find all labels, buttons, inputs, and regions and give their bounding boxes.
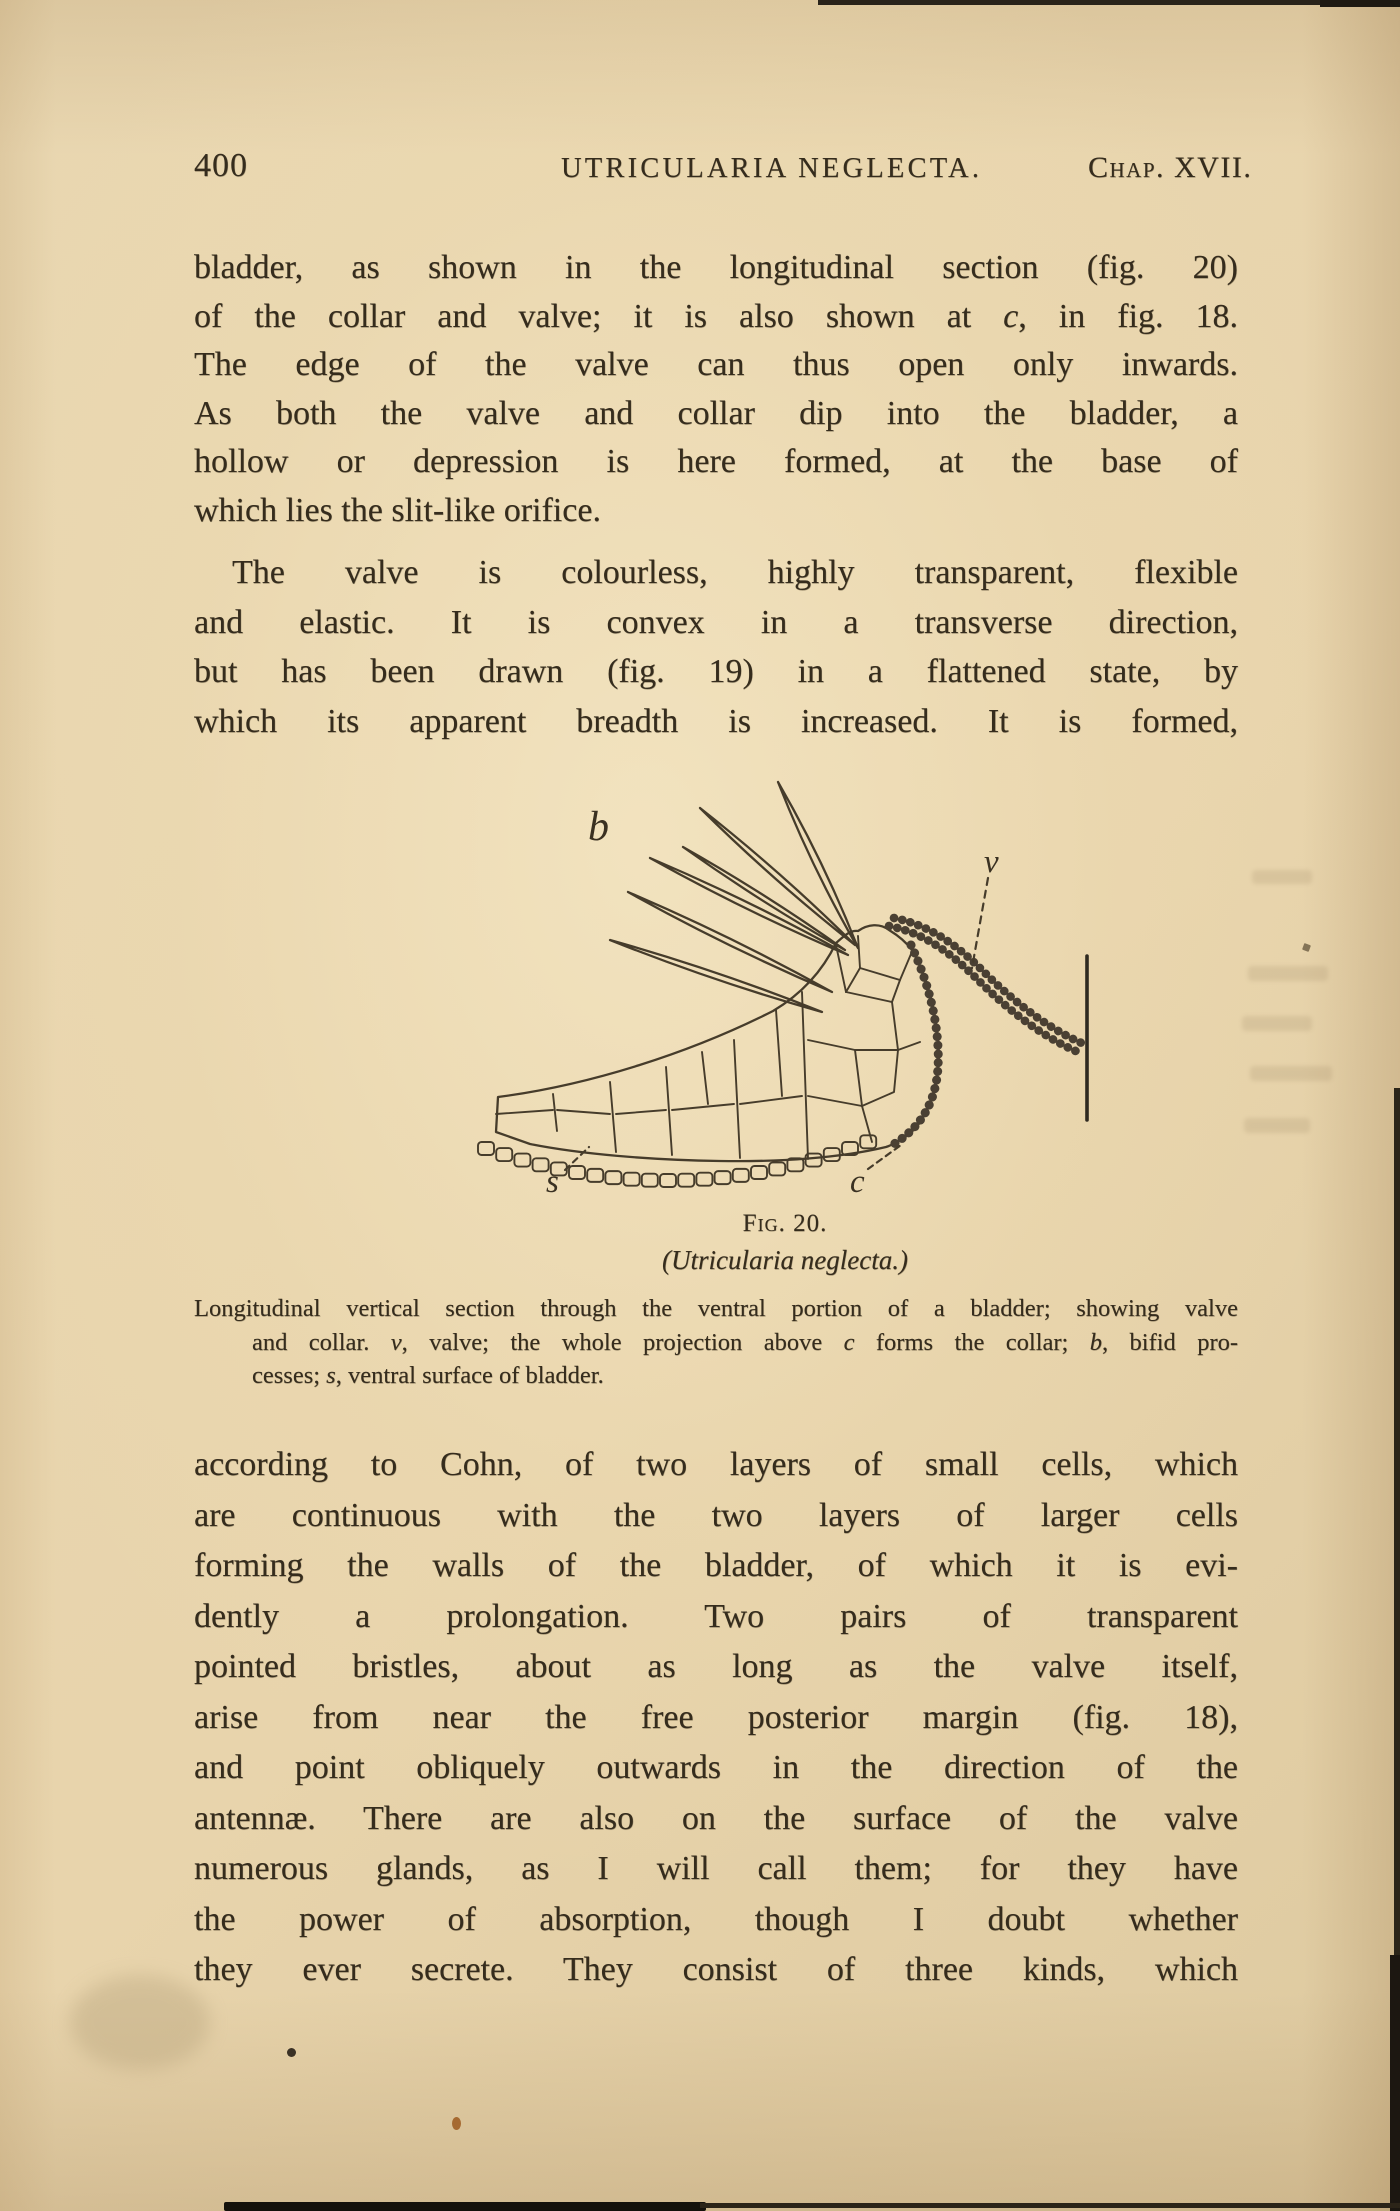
chapter-heading: Chap. XVII. [1088,151,1253,184]
page-number: 400 [194,147,248,184]
bleedthrough-text-ghost [1244,1118,1310,1133]
v-leader-line [972,878,988,968]
label-b: b [588,804,609,850]
running-title: UTRICULARIA NEGLECTA. [561,153,983,184]
paragraph-cohn-layers: according to Cohn, of two layers of small cells, which are continuous with the two layers of larger cells forming the walls of the bladder, of which it is evi- dently a prolongation. Two pairs of transparent pointed bristles, about as long as the valve itself, arise from near the free posterior margin (fig. 18), and point obliquely outwards in the direction of the antennæ. There are also on the surface of the valve numerous glands, as I will call them; for they have the power of absorption, though I doubt whether they ever secrete. They consist of three kinds, which [194,1446,1238,1988]
scan-edge-right-lower [1390,1955,1400,2211]
small-mark [1302,943,1311,952]
rust-spot [452,2117,461,2130]
scan-edge-bottom-line [700,2203,1400,2208]
paragraph-valve-properties: The valve is colourless, highly transparent, flexible and elastic. It is convex in a transverse direction, but has been drawn (fig. 19) in a flattened state, by which its apparent breadth is increased. It is formed, [194,554,1238,740]
label-s: s [546,1164,559,1200]
valve-cell-chain [889,918,1084,1052]
bleedthrough-text-ghost [1242,1016,1312,1031]
bleedthrough-text-ghost [1250,1066,1332,1081]
figure-number-caption: Fig. 20. [742,1210,828,1237]
scan-edge-top-corner [1320,0,1400,7]
figure-20-illustration [400,740,1160,1210]
bifid-process-bristles [610,782,858,1012]
scan-edge-bottom-dark [224,2202,706,2211]
figure-species-caption: (Utricularia neglecta.) [662,1245,908,1275]
label-c: c [850,1164,865,1200]
paragraph-bladder-section: bladder, as shown in the longitudinal section (fig. 20) of the collar and valve; it is also shown at c, in fig. 18. The edge of the valve can thus open only inwards. As both the valve and collar dip into the bladder, a hollow or depression is here formed, at the base of which lies the slit-like orifice. [194,249,1238,529]
scan-edge-top [818,0,1400,5]
ink-speck [287,2048,296,2057]
figure-description: Longitudinal vertical section through the ventral portion of a bladder; showing valve and collar. v, valve; the whole projection above c forms the collar; b, bifid pro- cesses; s, ventral surface of bladder. [194,1295,1239,1389]
bleedthrough-text-ghost [1252,870,1312,884]
bleedthrough-text-ghost [1248,966,1328,981]
collar-cell-mass [478,925,939,1187]
page-smudge [70,1975,210,2070]
label-v: v [984,844,999,880]
